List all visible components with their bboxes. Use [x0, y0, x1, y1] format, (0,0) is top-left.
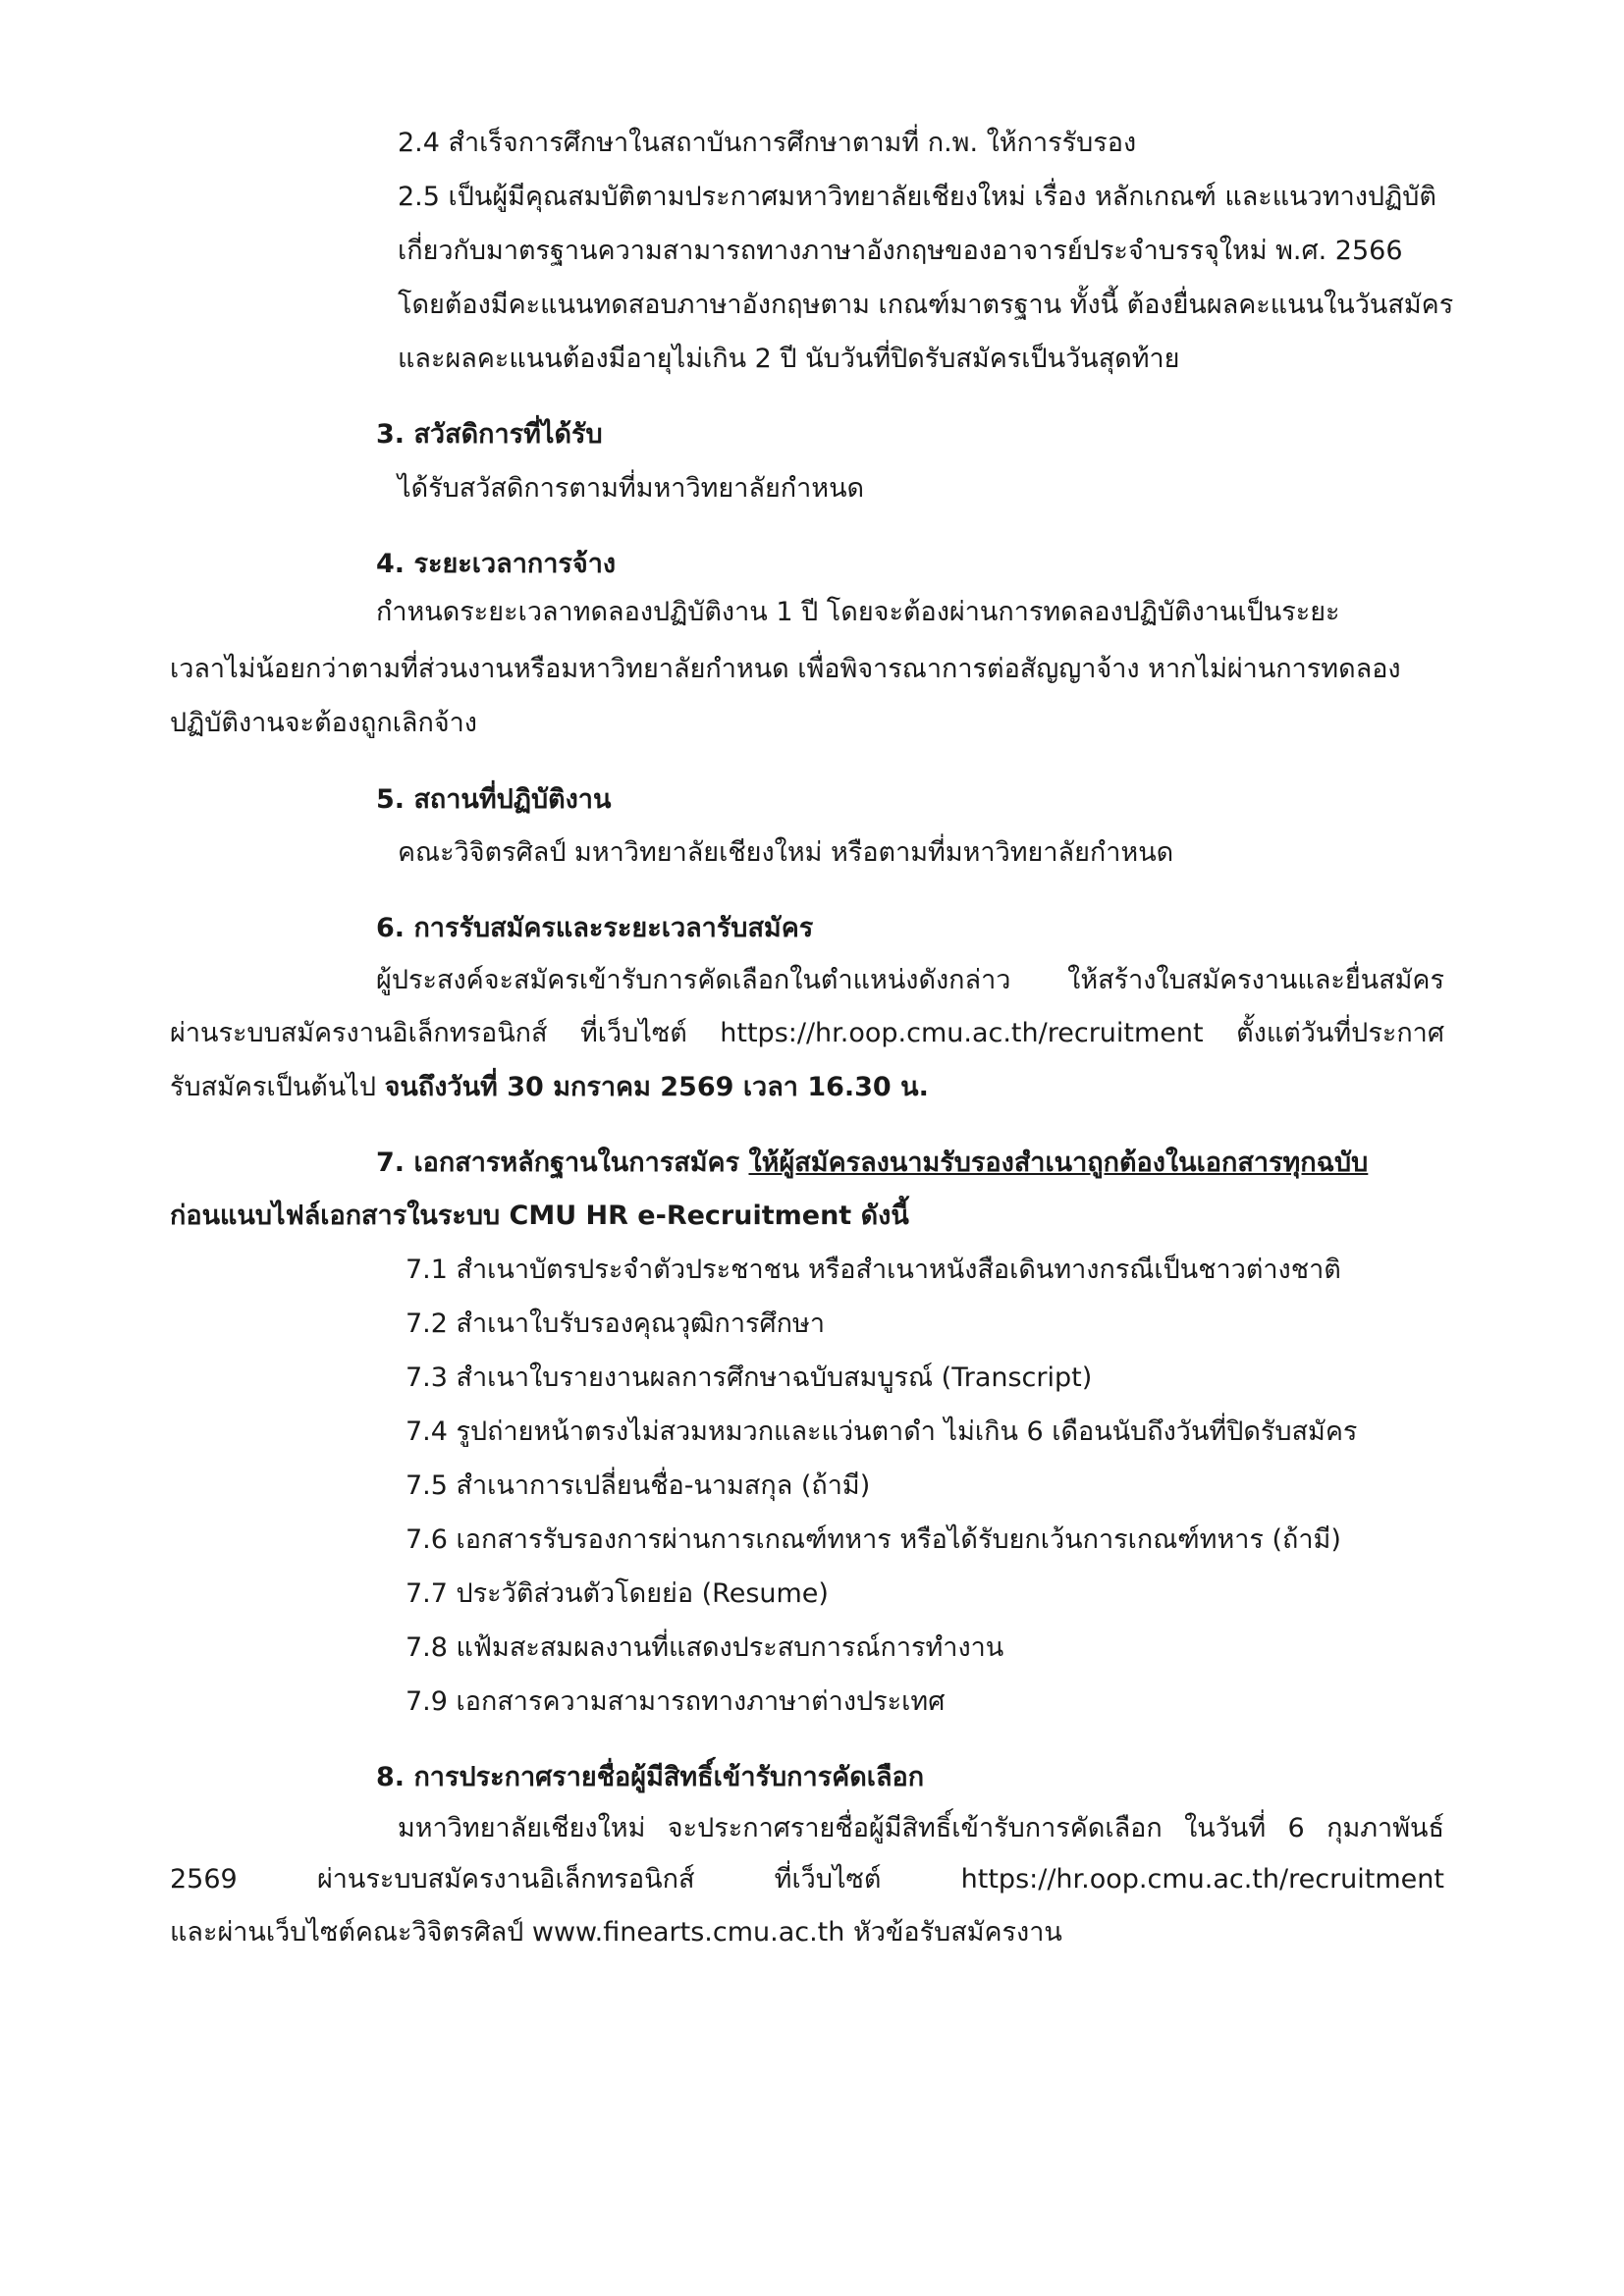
announcement-day: 6 [1287, 1813, 1305, 1843]
section-7-heading [376, 1146, 1368, 1181]
section-8-line-2 [170, 1862, 1444, 1897]
section-5-body: คณะวิจิตรศิลป์ มหาวิทยาลัยเชียงใหม่ หรือตามที่มหาวิทยาลัยกำหนด [398, 837, 1174, 868]
section-8-line-1-part-2: จะประกาศรายชื่อผู้มีสิทธิ์เข้ารับการคัดเลือก [667, 1813, 1163, 1843]
section-7-heading-cont: ก่อนแนบไฟล์เอกสารในระบบ CMU HR e-Recruitment ดังนี้ [170, 1201, 909, 1231]
recruitment-url-link-2[interactable]: https://hr.oop.cmu.ac.th/recruitment [960, 1864, 1444, 1895]
section-7-heading-text: 7. เอกสารหลักฐานในการสมัคร [376, 1148, 740, 1178]
qualification-2-5-line-4: และผลคะแนนต้องมีอายุไม่เกิน 2 ปี นับวันที่ปิดรับสมัครเป็นวันสุดท้าย [398, 344, 1180, 374]
document-item-7-1: 7.1 สำเนาบัตรประจำตัวประชาชน หรือสำเนาหนังสือเดินทางกรณีเป็นชาวต่างชาติ [406, 1255, 1341, 1285]
document-item-7-3: 7.3 สำเนาใบรายงานผลการศึกษาฉบับสมบูรณ์ (Transcript) [406, 1362, 1093, 1393]
document-item-7-6: 7.6 เอกสารรับรองการผ่านการเกณฑ์ทหาร หรือได้รับยกเว้นการเกณฑ์ทหาร (ถ้ามี) [406, 1524, 1341, 1555]
section-8-line-2-part-2: ผ่านระบบสมัครงานอิเล็กทรอนิกส์ [316, 1864, 695, 1895]
announcement-year: 2569 [170, 1864, 238, 1895]
section-6-line-1 [376, 963, 1444, 998]
qualification-2-5-line-2: เกี่ยวกับมาตรฐานความสามารถทางภาษาอังกฤษของอาจารย์ประจำบรรจุใหม่ พ.ศ. 2566 [398, 236, 1403, 266]
section-6-line-1-part-1: ผู้ประสงค์จะสมัครเข้ารับการคัดเลือกในตำแหน่งดังกล่าว [376, 965, 1011, 995]
section-4-line-1: กำหนดระยะเวลาทดลองปฏิบัติงาน 1 ปี โดยจะต้องผ่านการทดลองปฏิบัติงานเป็นระยะ [376, 597, 1340, 627]
section-4-line-3: ปฏิบัติงานจะต้องถูกเลิกจ้าง [170, 708, 477, 738]
section-4-heading: 4. ระยะเวลาการจ้าง [376, 549, 617, 579]
section-4-line-2: เวลาไม่น้อยกว่าตามที่ส่วนงานหรือมหาวิทยาลัยกำหนด เพื่อพิจารณาการต่อสัญญาจ้าง หากไม่ผ่านการทดลอง [170, 654, 1401, 684]
section-8-line-2-part-3: ที่เว็บไซต์ [774, 1864, 882, 1895]
qualification-2-5-line-3: โดยต้องมีคะแนนทดสอบภาษาอังกฤษตาม เกณฑ์มาตรฐาน ทั้งนี้ ต้องยื่นผลคะแนนในวันสมัคร [398, 290, 1454, 320]
section-8-heading: 8. การประกาศรายชื่อผู้มีสิทธิ์เข้ารับการคัดเลือก [376, 1762, 925, 1792]
section-6-line-2-part-2: ที่เว็บไซต์ [580, 1018, 687, 1048]
qualification-2-4: 2.4 สำเร็จการศึกษาในสถาบันการศึกษาตามที่ ก.พ. ให้การรับรอง [398, 128, 1137, 158]
document-item-7-7: 7.7 ประวัติส่วนตัวโดยย่อ (Resume) [406, 1578, 829, 1609]
section-6-line-3-normal: รับสมัครเป็นต้นไป [170, 1072, 377, 1102]
section-3-heading: 3. สวัสดิการที่ได้รับ [376, 419, 603, 450]
document-item-7-5: 7.5 สำเนาการเปลี่ยนชื่อ-นามสกุล (ถ้ามี) [406, 1470, 871, 1501]
qualification-2-5-line-1: 2.5 เป็นผู้มีคุณสมบัติตามประกาศมหาวิทยาลัยเชียงใหม่ เรื่อง หลักเกณฑ์ และแนวทางปฏิบัติ [398, 182, 1436, 212]
section-5-heading: 5. สถานที่ปฏิบัติงาน [376, 784, 612, 815]
section-6-line-2 [170, 1016, 1444, 1051]
section-7-heading-emphasis: ให้ผู้สมัครลงนามรับรองสำเนาถูกต้องในเอกสารทุกฉบับ [748, 1148, 1369, 1178]
document-item-7-2: 7.2 สำเนาใบรับรองคุณวุฒิการศึกษา [406, 1308, 825, 1339]
recruitment-url-link[interactable]: https://hr.oop.cmu.ac.th/recruitment [720, 1018, 1204, 1048]
section-6-line-2-part-1: ผ่านระบบสมัครงานอิเล็กทรอนิกส์ [170, 1018, 548, 1048]
section-8-line-1-part-1: มหาวิทยาลัยเชียงใหม่ [398, 1813, 646, 1843]
section-8-line-1 [398, 1811, 1444, 1846]
section-8-line-1-part-3: ในวันที่ [1184, 1813, 1267, 1843]
document-item-7-4: 7.4 รูปถ่ายหน้าตรงไม่สวมหมวกและแว่นตาดำ ไม่เกิน 6 เดือนนับถึงวันที่ปิดรับสมัคร [406, 1416, 1358, 1447]
section-8-line-3: และผ่านเว็บไซต์คณะวิจิตรศิลป์ www.finearts.cmu.ac.th หัวข้อรับสมัครงาน [170, 1917, 1062, 1948]
section-3-body: ได้รับสวัสดิการตามที่มหาวิทยาลัยกำหนด [398, 473, 865, 504]
document-item-7-9: 7.9 เอกสารความสามารถทางภาษาต่างประเทศ [406, 1686, 946, 1717]
section-6-line-2-part-4: ตั้งแต่วันที่ประกาศ [1236, 1018, 1444, 1048]
section-6-line-1-part-2: ให้สร้างใบสมัครงานและยื่นสมัคร [1067, 965, 1444, 995]
section-6-line-3 [170, 1070, 929, 1105]
application-deadline: จนถึงวันที่ 30 มกราคม 2569 เวลา 16.30 น. [384, 1072, 929, 1102]
announcement-month: กุมภาพันธ์ [1326, 1813, 1444, 1843]
document-item-7-8: 7.8 แฟ้มสะสมผลงานที่แสดงประสบการณ์การทำงาน [406, 1632, 1004, 1663]
section-6-heading: 6. การรับสมัครและระยะเวลารับสมัคร [376, 913, 814, 943]
